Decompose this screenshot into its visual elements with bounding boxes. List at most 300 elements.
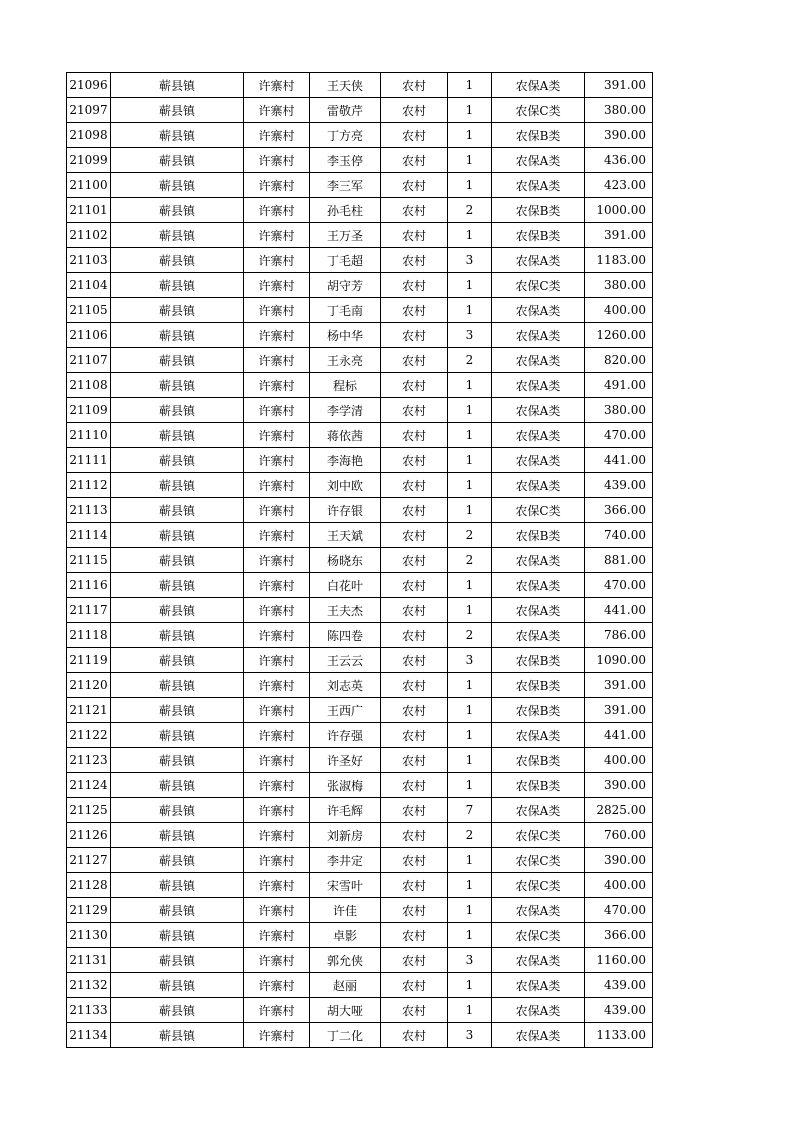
town-cell: 蕲县镇 bbox=[111, 73, 244, 98]
area-type-cell: 农村 bbox=[381, 198, 448, 223]
amount-cell: 366.00 bbox=[585, 498, 653, 523]
insurance-class-cell: 农保A类 bbox=[492, 448, 585, 473]
household-count-cell: 1 bbox=[448, 173, 492, 198]
town-cell: 蕲县镇 bbox=[111, 573, 244, 598]
area-type-cell: 农村 bbox=[381, 948, 448, 973]
town-cell: 蕲县镇 bbox=[111, 848, 244, 873]
town-cell: 蕲县镇 bbox=[111, 823, 244, 848]
household-count-cell: 1 bbox=[448, 98, 492, 123]
town-cell: 蕲县镇 bbox=[111, 873, 244, 898]
record-id-cell: 21105 bbox=[67, 298, 111, 323]
town-cell: 蕲县镇 bbox=[111, 323, 244, 348]
table-row bbox=[67, 923, 653, 948]
area-type-cell: 农村 bbox=[381, 248, 448, 273]
name-cell: 丁方亮 bbox=[310, 123, 381, 148]
record-id-cell: 21124 bbox=[67, 773, 111, 798]
table-row bbox=[67, 323, 653, 348]
household-count-cell: 7 bbox=[448, 798, 492, 823]
table-row bbox=[67, 848, 653, 873]
household-count-cell: 1 bbox=[448, 573, 492, 598]
name-cell: 杨晓东 bbox=[310, 548, 381, 573]
household-count-cell: 1 bbox=[448, 923, 492, 948]
record-id-cell: 21122 bbox=[67, 723, 111, 748]
household-count-cell: 1 bbox=[448, 673, 492, 698]
name-cell: 宋雪叶 bbox=[310, 873, 381, 898]
name-cell: 许存强 bbox=[310, 723, 381, 748]
area-type-cell: 农村 bbox=[381, 773, 448, 798]
table-row bbox=[67, 1023, 653, 1048]
table-row bbox=[67, 723, 653, 748]
table-row bbox=[67, 673, 653, 698]
insurance-class-cell: 农保A类 bbox=[492, 598, 585, 623]
name-cell: 张淑梅 bbox=[310, 773, 381, 798]
amount-cell: 439.00 bbox=[585, 973, 653, 998]
town-cell: 蕲县镇 bbox=[111, 673, 244, 698]
village-cell: 许寨村 bbox=[244, 723, 310, 748]
name-cell: 孙毛柱 bbox=[310, 198, 381, 223]
amount-cell: 439.00 bbox=[585, 998, 653, 1023]
household-count-cell: 1 bbox=[448, 773, 492, 798]
village-cell: 许寨村 bbox=[244, 623, 310, 648]
village-cell: 许寨村 bbox=[244, 198, 310, 223]
area-type-cell: 农村 bbox=[381, 698, 448, 723]
insurance-class-cell: 农保B类 bbox=[492, 223, 585, 248]
household-count-cell: 1 bbox=[448, 723, 492, 748]
insurance-class-cell: 农保C类 bbox=[492, 273, 585, 298]
household-count-cell: 1 bbox=[448, 873, 492, 898]
village-cell: 许寨村 bbox=[244, 898, 310, 923]
amount-cell: 390.00 bbox=[585, 773, 653, 798]
table-row bbox=[67, 898, 653, 923]
area-type-cell: 农村 bbox=[381, 73, 448, 98]
area-type-cell: 农村 bbox=[381, 473, 448, 498]
insurance-class-cell: 农保B类 bbox=[492, 673, 585, 698]
insurance-class-cell: 农保A类 bbox=[492, 248, 585, 273]
insurance-class-cell: 农保A类 bbox=[492, 948, 585, 973]
amount-cell: 380.00 bbox=[585, 398, 653, 423]
table-row bbox=[67, 348, 653, 373]
household-count-cell: 1 bbox=[448, 73, 492, 98]
town-cell: 蕲县镇 bbox=[111, 898, 244, 923]
area-type-cell: 农村 bbox=[381, 798, 448, 823]
household-count-cell: 3 bbox=[448, 1023, 492, 1048]
record-id-cell: 21120 bbox=[67, 673, 111, 698]
name-cell: 王西广 bbox=[310, 698, 381, 723]
village-cell: 许寨村 bbox=[244, 148, 310, 173]
village-cell: 许寨村 bbox=[244, 948, 310, 973]
table-row bbox=[67, 698, 653, 723]
record-id-cell: 21112 bbox=[67, 473, 111, 498]
household-count-cell: 2 bbox=[448, 523, 492, 548]
town-cell: 蕲县镇 bbox=[111, 723, 244, 748]
town-cell: 蕲县镇 bbox=[111, 473, 244, 498]
name-cell: 王万圣 bbox=[310, 223, 381, 248]
town-cell: 蕲县镇 bbox=[111, 198, 244, 223]
record-id-cell: 21116 bbox=[67, 573, 111, 598]
insurance-class-cell: 农保A类 bbox=[492, 423, 585, 448]
area-type-cell: 农村 bbox=[381, 523, 448, 548]
village-cell: 许寨村 bbox=[244, 173, 310, 198]
insurance-class-cell: 农保A类 bbox=[492, 548, 585, 573]
record-id-cell: 21103 bbox=[67, 248, 111, 273]
area-type-cell: 农村 bbox=[381, 898, 448, 923]
town-cell: 蕲县镇 bbox=[111, 598, 244, 623]
name-cell: 李井定 bbox=[310, 848, 381, 873]
table-row bbox=[67, 573, 653, 598]
household-count-cell: 1 bbox=[448, 998, 492, 1023]
name-cell: 丁毛超 bbox=[310, 248, 381, 273]
village-cell: 许寨村 bbox=[244, 73, 310, 98]
amount-cell: 400.00 bbox=[585, 748, 653, 773]
record-id-cell: 21129 bbox=[67, 898, 111, 923]
area-type-cell: 农村 bbox=[381, 623, 448, 648]
table-row bbox=[67, 248, 653, 273]
village-cell: 许寨村 bbox=[244, 123, 310, 148]
village-cell: 许寨村 bbox=[244, 248, 310, 273]
household-count-cell: 1 bbox=[448, 148, 492, 173]
town-cell: 蕲县镇 bbox=[111, 998, 244, 1023]
village-cell: 许寨村 bbox=[244, 823, 310, 848]
town-cell: 蕲县镇 bbox=[111, 448, 244, 473]
town-cell: 蕲县镇 bbox=[111, 1023, 244, 1048]
town-cell: 蕲县镇 bbox=[111, 298, 244, 323]
name-cell: 许佳 bbox=[310, 898, 381, 923]
record-id-cell: 21098 bbox=[67, 123, 111, 148]
name-cell: 许圣好 bbox=[310, 748, 381, 773]
area-type-cell: 农村 bbox=[381, 373, 448, 398]
town-cell: 蕲县镇 bbox=[111, 698, 244, 723]
household-count-cell: 3 bbox=[448, 948, 492, 973]
table-row bbox=[67, 398, 653, 423]
amount-cell: 380.00 bbox=[585, 98, 653, 123]
town-cell: 蕲县镇 bbox=[111, 798, 244, 823]
record-id-cell: 21106 bbox=[67, 323, 111, 348]
name-cell: 丁毛南 bbox=[310, 298, 381, 323]
village-cell: 许寨村 bbox=[244, 298, 310, 323]
village-cell: 许寨村 bbox=[244, 1023, 310, 1048]
area-type-cell: 农村 bbox=[381, 598, 448, 623]
household-count-cell: 2 bbox=[448, 348, 492, 373]
amount-cell: 436.00 bbox=[585, 148, 653, 173]
name-cell: 许存银 bbox=[310, 498, 381, 523]
insurance-class-cell: 农保B类 bbox=[492, 648, 585, 673]
name-cell: 李海艳 bbox=[310, 448, 381, 473]
area-type-cell: 农村 bbox=[381, 398, 448, 423]
name-cell: 赵丽 bbox=[310, 973, 381, 998]
amount-cell: 491.00 bbox=[585, 373, 653, 398]
insurance-class-cell: 农保A类 bbox=[492, 898, 585, 923]
insurance-class-cell: 农保B类 bbox=[492, 773, 585, 798]
record-id-cell: 21115 bbox=[67, 548, 111, 573]
area-type-cell: 农村 bbox=[381, 573, 448, 598]
village-cell: 许寨村 bbox=[244, 498, 310, 523]
town-cell: 蕲县镇 bbox=[111, 373, 244, 398]
household-count-cell: 1 bbox=[448, 298, 492, 323]
amount-cell: 366.00 bbox=[585, 923, 653, 948]
town-cell: 蕲县镇 bbox=[111, 748, 244, 773]
insurance-class-cell: 农保C类 bbox=[492, 98, 585, 123]
town-cell: 蕲县镇 bbox=[111, 548, 244, 573]
town-cell: 蕲县镇 bbox=[111, 773, 244, 798]
amount-cell: 391.00 bbox=[585, 223, 653, 248]
insurance-class-cell: 农保A类 bbox=[492, 323, 585, 348]
area-type-cell: 农村 bbox=[381, 548, 448, 573]
record-id-cell: 21117 bbox=[67, 598, 111, 623]
table-row bbox=[67, 748, 653, 773]
name-cell: 王夫杰 bbox=[310, 598, 381, 623]
village-cell: 许寨村 bbox=[244, 273, 310, 298]
name-cell: 陈四卷 bbox=[310, 623, 381, 648]
table-row bbox=[67, 973, 653, 998]
table-row bbox=[67, 873, 653, 898]
insurance-class-cell: 农保A类 bbox=[492, 623, 585, 648]
village-cell: 许寨村 bbox=[244, 523, 310, 548]
table-row bbox=[67, 73, 653, 98]
village-cell: 许寨村 bbox=[244, 223, 310, 248]
village-cell: 许寨村 bbox=[244, 773, 310, 798]
area-type-cell: 农村 bbox=[381, 173, 448, 198]
town-cell: 蕲县镇 bbox=[111, 498, 244, 523]
village-cell: 许寨村 bbox=[244, 448, 310, 473]
area-type-cell: 农村 bbox=[381, 273, 448, 298]
record-id-cell: 21110 bbox=[67, 423, 111, 448]
insurance-class-cell: 农保A类 bbox=[492, 998, 585, 1023]
village-cell: 许寨村 bbox=[244, 698, 310, 723]
data-table bbox=[66, 72, 653, 1048]
insurance-class-cell: 农保A类 bbox=[492, 148, 585, 173]
record-id-cell: 21109 bbox=[67, 398, 111, 423]
area-type-cell: 农村 bbox=[381, 298, 448, 323]
table-row bbox=[67, 798, 653, 823]
amount-cell: 760.00 bbox=[585, 823, 653, 848]
record-id-cell: 21100 bbox=[67, 173, 111, 198]
household-count-cell: 2 bbox=[448, 198, 492, 223]
village-cell: 许寨村 bbox=[244, 323, 310, 348]
name-cell: 王天斌 bbox=[310, 523, 381, 548]
table-row bbox=[67, 298, 653, 323]
household-count-cell: 1 bbox=[448, 473, 492, 498]
record-id-cell: 21125 bbox=[67, 798, 111, 823]
name-cell: 王天侠 bbox=[310, 73, 381, 98]
name-cell: 杨中华 bbox=[310, 323, 381, 348]
town-cell: 蕲县镇 bbox=[111, 148, 244, 173]
household-count-cell: 1 bbox=[448, 423, 492, 448]
household-count-cell: 1 bbox=[448, 123, 492, 148]
table-row bbox=[67, 523, 653, 548]
area-type-cell: 农村 bbox=[381, 148, 448, 173]
village-cell: 许寨村 bbox=[244, 373, 310, 398]
town-cell: 蕲县镇 bbox=[111, 248, 244, 273]
name-cell: 丁二化 bbox=[310, 1023, 381, 1048]
insurance-class-cell: 农保A类 bbox=[492, 298, 585, 323]
amount-cell: 380.00 bbox=[585, 273, 653, 298]
village-cell: 许寨村 bbox=[244, 873, 310, 898]
insurance-class-cell: 农保A类 bbox=[492, 373, 585, 398]
record-id-cell: 21099 bbox=[67, 148, 111, 173]
record-id-cell: 21123 bbox=[67, 748, 111, 773]
name-cell: 刘中欧 bbox=[310, 473, 381, 498]
name-cell: 蒋依茜 bbox=[310, 423, 381, 448]
record-id-cell: 21108 bbox=[67, 373, 111, 398]
amount-cell: 441.00 bbox=[585, 723, 653, 748]
area-type-cell: 农村 bbox=[381, 848, 448, 873]
amount-cell: 1133.00 bbox=[585, 1023, 653, 1048]
record-id-cell: 21134 bbox=[67, 1023, 111, 1048]
town-cell: 蕲县镇 bbox=[111, 398, 244, 423]
insurance-class-cell: 农保A类 bbox=[492, 1023, 585, 1048]
name-cell: 白花叶 bbox=[310, 573, 381, 598]
village-cell: 许寨村 bbox=[244, 573, 310, 598]
town-cell: 蕲县镇 bbox=[111, 523, 244, 548]
table-row bbox=[67, 823, 653, 848]
household-count-cell: 1 bbox=[448, 898, 492, 923]
town-cell: 蕲县镇 bbox=[111, 923, 244, 948]
town-cell: 蕲县镇 bbox=[111, 423, 244, 448]
table-row bbox=[67, 148, 653, 173]
table-row bbox=[67, 648, 653, 673]
record-id-cell: 21119 bbox=[67, 648, 111, 673]
insurance-class-cell: 农保C类 bbox=[492, 823, 585, 848]
table-body bbox=[67, 73, 653, 1048]
record-id-cell: 21102 bbox=[67, 223, 111, 248]
record-id-cell: 21111 bbox=[67, 448, 111, 473]
insurance-class-cell: 农保C类 bbox=[492, 848, 585, 873]
amount-cell: 441.00 bbox=[585, 598, 653, 623]
record-id-cell: 21096 bbox=[67, 73, 111, 98]
table-row bbox=[67, 123, 653, 148]
town-cell: 蕲县镇 bbox=[111, 273, 244, 298]
record-id-cell: 21114 bbox=[67, 523, 111, 548]
amount-cell: 390.00 bbox=[585, 123, 653, 148]
insurance-class-cell: 农保B类 bbox=[492, 123, 585, 148]
town-cell: 蕲县镇 bbox=[111, 98, 244, 123]
village-cell: 许寨村 bbox=[244, 548, 310, 573]
town-cell: 蕲县镇 bbox=[111, 348, 244, 373]
area-type-cell: 农村 bbox=[381, 448, 448, 473]
record-id-cell: 21127 bbox=[67, 848, 111, 873]
amount-cell: 740.00 bbox=[585, 523, 653, 548]
town-cell: 蕲县镇 bbox=[111, 173, 244, 198]
village-cell: 许寨村 bbox=[244, 673, 310, 698]
insurance-class-cell: 农保C类 bbox=[492, 873, 585, 898]
area-type-cell: 农村 bbox=[381, 423, 448, 448]
name-cell: 郭允侠 bbox=[310, 948, 381, 973]
amount-cell: 1000.00 bbox=[585, 198, 653, 223]
amount-cell: 400.00 bbox=[585, 298, 653, 323]
table-row bbox=[67, 198, 653, 223]
table-row bbox=[67, 548, 653, 573]
record-id-cell: 21097 bbox=[67, 98, 111, 123]
record-id-cell: 21107 bbox=[67, 348, 111, 373]
insurance-class-cell: 农保B类 bbox=[492, 523, 585, 548]
village-cell: 许寨村 bbox=[244, 473, 310, 498]
village-cell: 许寨村 bbox=[244, 998, 310, 1023]
area-type-cell: 农村 bbox=[381, 673, 448, 698]
household-count-cell: 1 bbox=[448, 273, 492, 298]
insurance-class-cell: 农保B类 bbox=[492, 698, 585, 723]
insurance-class-cell: 农保C类 bbox=[492, 923, 585, 948]
amount-cell: 881.00 bbox=[585, 548, 653, 573]
area-type-cell: 农村 bbox=[381, 748, 448, 773]
table-row bbox=[67, 273, 653, 298]
household-count-cell: 1 bbox=[448, 498, 492, 523]
area-type-cell: 农村 bbox=[381, 998, 448, 1023]
record-id-cell: 21133 bbox=[67, 998, 111, 1023]
insurance-class-cell: 农保A类 bbox=[492, 398, 585, 423]
name-cell: 李玉停 bbox=[310, 148, 381, 173]
town-cell: 蕲县镇 bbox=[111, 948, 244, 973]
name-cell: 刘新房 bbox=[310, 823, 381, 848]
village-cell: 许寨村 bbox=[244, 348, 310, 373]
amount-cell: 1160.00 bbox=[585, 948, 653, 973]
table-row bbox=[67, 498, 653, 523]
area-type-cell: 农村 bbox=[381, 823, 448, 848]
name-cell: 卓影 bbox=[310, 923, 381, 948]
area-type-cell: 农村 bbox=[381, 323, 448, 348]
insurance-class-cell: 农保B类 bbox=[492, 198, 585, 223]
amount-cell: 820.00 bbox=[585, 348, 653, 373]
area-type-cell: 农村 bbox=[381, 923, 448, 948]
amount-cell: 786.00 bbox=[585, 623, 653, 648]
amount-cell: 423.00 bbox=[585, 173, 653, 198]
name-cell: 胡大哑 bbox=[310, 998, 381, 1023]
amount-cell: 470.00 bbox=[585, 423, 653, 448]
amount-cell: 470.00 bbox=[585, 898, 653, 923]
area-type-cell: 农村 bbox=[381, 723, 448, 748]
household-count-cell: 3 bbox=[448, 248, 492, 273]
village-cell: 许寨村 bbox=[244, 748, 310, 773]
name-cell: 雷敬芹 bbox=[310, 98, 381, 123]
record-id-cell: 21101 bbox=[67, 198, 111, 223]
name-cell: 刘志英 bbox=[310, 673, 381, 698]
area-type-cell: 农村 bbox=[381, 873, 448, 898]
name-cell: 李学清 bbox=[310, 398, 381, 423]
record-id-cell: 21130 bbox=[67, 923, 111, 948]
town-cell: 蕲县镇 bbox=[111, 973, 244, 998]
town-cell: 蕲县镇 bbox=[111, 223, 244, 248]
village-cell: 许寨村 bbox=[244, 98, 310, 123]
record-id-cell: 21126 bbox=[67, 823, 111, 848]
table-row bbox=[67, 448, 653, 473]
village-cell: 许寨村 bbox=[244, 798, 310, 823]
insurance-class-cell: 农保B类 bbox=[492, 748, 585, 773]
amount-cell: 1260.00 bbox=[585, 323, 653, 348]
village-cell: 许寨村 bbox=[244, 973, 310, 998]
table-row bbox=[67, 473, 653, 498]
amount-cell: 1183.00 bbox=[585, 248, 653, 273]
table-row bbox=[67, 948, 653, 973]
household-count-cell: 3 bbox=[448, 323, 492, 348]
village-cell: 许寨村 bbox=[244, 423, 310, 448]
insurance-class-cell: 农保A类 bbox=[492, 798, 585, 823]
household-count-cell: 1 bbox=[448, 748, 492, 773]
household-count-cell: 1 bbox=[448, 698, 492, 723]
amount-cell: 391.00 bbox=[585, 698, 653, 723]
insurance-class-cell: 农保A类 bbox=[492, 173, 585, 198]
area-type-cell: 农村 bbox=[381, 1023, 448, 1048]
amount-cell: 2825.00 bbox=[585, 798, 653, 823]
area-type-cell: 农村 bbox=[381, 973, 448, 998]
household-count-cell: 1 bbox=[448, 223, 492, 248]
town-cell: 蕲县镇 bbox=[111, 623, 244, 648]
amount-cell: 1090.00 bbox=[585, 648, 653, 673]
town-cell: 蕲县镇 bbox=[111, 648, 244, 673]
table-row bbox=[67, 223, 653, 248]
insurance-class-cell: 农保A类 bbox=[492, 473, 585, 498]
household-count-cell: 1 bbox=[448, 448, 492, 473]
area-type-cell: 农村 bbox=[381, 498, 448, 523]
area-type-cell: 农村 bbox=[381, 648, 448, 673]
